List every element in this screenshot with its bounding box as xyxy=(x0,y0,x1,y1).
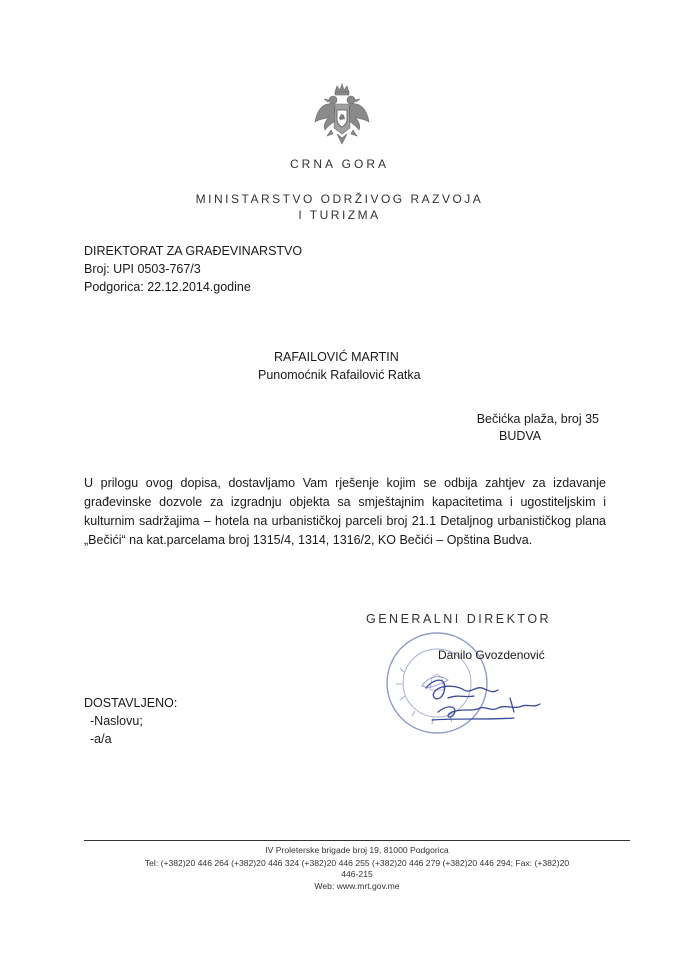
footer-address: IV Proleterske brigade broj 19, 81000 Podgorica xyxy=(265,845,449,855)
recipient-city: BUDVA xyxy=(499,429,542,443)
footer-website: Web: www.mrt.gov.me xyxy=(314,881,400,891)
place-and-date: Podgorica: 22.12.2014.godine xyxy=(84,280,251,294)
handwritten-signature xyxy=(418,668,548,740)
letterhead-ministry-line1: MINISTARSTVO ODRŽIVOG RAZVOJA xyxy=(195,192,484,206)
directorate-name: DIREKTORAT ZA GRAĐEVINARSTVO xyxy=(84,244,303,258)
delivery-label: DOSTAVLJENO: xyxy=(84,696,178,710)
recipient-street: Bečićka plaža, broj 35 xyxy=(476,412,599,426)
footer-phones: Tel: (+382)20 446 264 (+382)20 446 324 (+382)20 446 255 (+382)20 446 279 (+382)20 446 294; Fax: (+382)20 xyxy=(144,858,570,868)
delivery-item: -a/a xyxy=(90,732,112,746)
footer-divider xyxy=(84,840,630,841)
letterhead-ministry-line2: I TURIZMA xyxy=(298,208,381,222)
letterhead-country: CRNA GORA xyxy=(289,157,389,171)
coat-of-arms-icon xyxy=(313,82,371,148)
letter-body: U prilogu ovog dopisa, dostavljamo Vam rješenje kojim se odbija zahtjev za izdavanje građevinske dozvole za izgradnju objekta sa smještajnim kapacitetima i ugostiteljskim i kulturnim sadržajima – hotela na urbanističkoj parceli broj 21.1 Detaljnog urbanističkog plana „Bečići“ na kat.parcelama broj 1315/4, 1314, 1316/2, KO Bečići – Opština Budva. xyxy=(84,476,606,547)
delivery-item: -Naslovu; xyxy=(90,714,143,728)
reference-number: Broj: UPI 0503-767/3 xyxy=(84,262,201,276)
signatory-title: GENERALNI DIREKTOR xyxy=(366,612,552,626)
signatory-name: Danilo Gvozdenović xyxy=(438,648,545,662)
footer-phones-continued: 446-215 xyxy=(341,869,373,879)
recipient-name: RAFAILOVIĆ MARTIN xyxy=(274,350,399,364)
recipient-role: Punomoćnik Rafailović Ratka xyxy=(258,368,421,382)
